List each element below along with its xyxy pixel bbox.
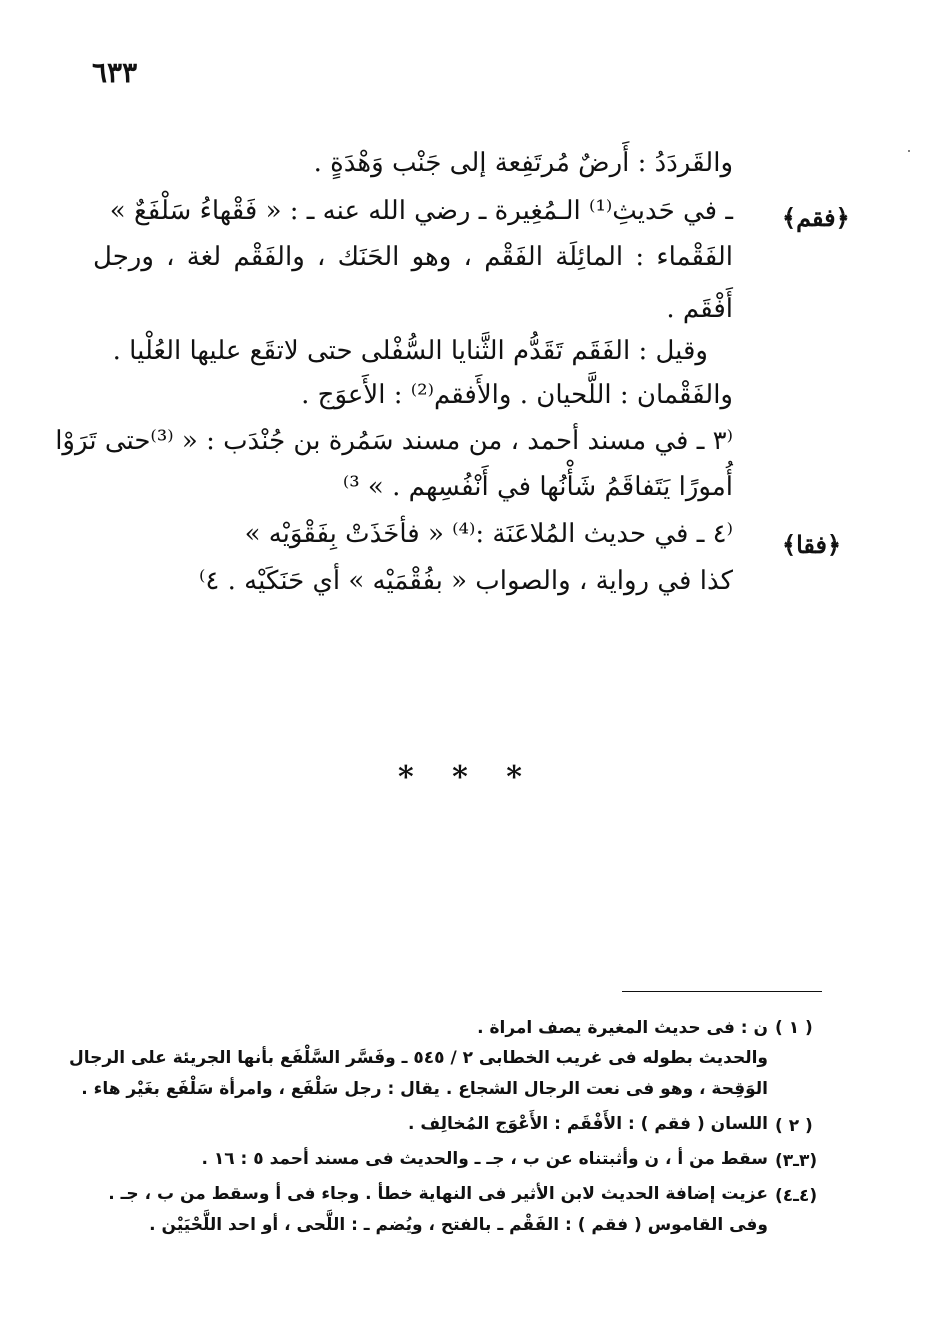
footnote-rule [622,991,822,992]
entry-tag-fqm: ﴿فقم﴾ [782,203,850,232]
body-line: أَفْقَم . [666,294,733,324]
body-line: ⁽٣ ـ في مسند أحمد ، من مسند سَمُرة بن جُنْدَب : « ⁽³⁾حتى تَرَوْا [55,426,733,456]
footnote-line: والحديث بطوله فى غريب الخطابى ٢ / ٥٤٥ ـ وفَسَّر السَّلْفَع بأنها الجريئة على الرجال [68,1048,768,1068]
footnote-line: ن : فى حديث المغيرة يصف امراة . [477,1018,768,1038]
body-line: وقيل : الفَقَم تَقَدُّم الثَّنايا السُّفْلى حتى لاتقَع عليها العُلْيا . [112,336,708,366]
footnote-marker: ( ١ ) [775,1018,813,1038]
section-separator: * * * [398,760,536,795]
body-line: الفَقْماء : المائِلَة الفَقْم ، وهو الحَنَك ، والفَقْم لغة ، ورجل [93,242,733,272]
footnote-marker: (٣ـ٣) [775,1151,818,1171]
page-number: ٦٣٣ [92,56,138,89]
body-line: ⁽٤ ـ في حديث المُلاعَنَة :⁽⁴⁾ « فأخَذَتْ بِفَقْوَيْه » [244,519,733,549]
body-line: أُمورًا يَتَفاقَمُ شَأْنُها في أَنْفُسِهم . » ³⁾ [342,472,733,502]
body-line: كذا في رواية ، والصواب « بفُقْمَيْه » أي حَنَكَيْه . ٤⁾ [199,566,733,596]
footnote-marker: (٤ـ٤) [775,1186,818,1206]
footnote-line: عزيت إضافة الحديث لابن الأثير فى النهاية خطأ . وجاء فى أ وسقط من ب ، جـ . [108,1184,768,1204]
footnote-line: الوَقِحة ، وهو فى نعت الرجال الشجاع . يقال : رجل سَلْفَع ، وامرأة سَلْفَع بغَيْر هاء . [81,1079,768,1099]
entry-tag-fqa: ﴿فقا﴾ [782,530,842,559]
footnote-marker: ( ٢ ) [775,1116,813,1136]
body-line: والفَقْمان : اللَّحيان . والأَفقم⁽²⁾ : الأَعوَج . [301,380,733,410]
footnote-line: اللسان ( فقم ) : الأَفْقَم : الأَعْوَج المُخالِف . [408,1114,768,1134]
scan-speck [908,150,910,152]
body-line: ـ في حَديثِ⁽¹⁾ الـمُغِيرة ـ رضي الله عنه ـ : « فَقْهاءُ سَلْفَعٌ » [109,196,733,226]
body-line: والقَردَدُ : أَرضٌ مُرتَفِعة إلى جَنْب وَهْدَةٍ . [313,148,733,178]
footnote-line: وفى القاموس ( فقم ) : الفَقْم ـ بالفتح ، ويُضم ـ : اللَّحى ، أو احد اللَّحْيَيْن . [149,1215,768,1235]
footnote-line: سقط من أ ، ن وأثبتناه عن ب ، جـ ـ والحديث فى مسند أحمد ٥ : ١٦ . [201,1149,768,1169]
